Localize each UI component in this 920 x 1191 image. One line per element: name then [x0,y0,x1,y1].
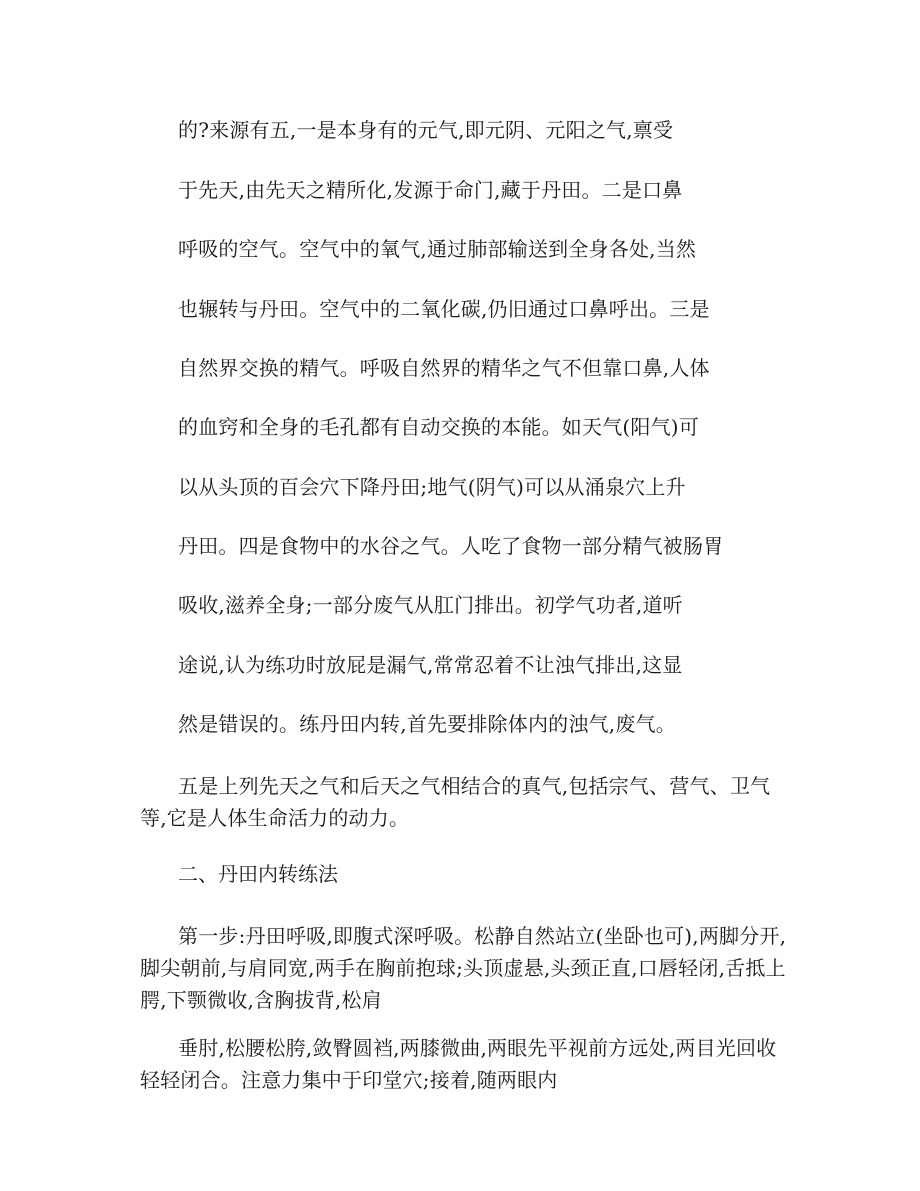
text-line-4: 也辗转与丹田。空气中的二氧化碳,仍旧通过口鼻呼出。三是 [178,297,710,321]
text-line-7: 以从头顶的百会穴下降丹田;地气(阴气)可以从涌泉穴上升 [178,475,686,499]
section-heading: 二、丹田内转练法 [178,862,338,886]
paragraph-step1-continued: 垂肘,松腰松胯,敛臀圆裆,两膝微曲,两眼先平视前方远处,两目光回收轻轻闭合。注意力集中于印堂穴;接着,随两眼内 [140,1036,777,1092]
text-line-3: 呼吸的空气。空气中的氧气,通过肺部输送到全身各处,当然 [178,237,697,261]
text-line-2: 于先天,由先天之精所化,发源于命门,藏于丹田。二是口鼻 [178,178,683,202]
text-line-9: 吸收,滋养全身;一部分废气从肛门排出。初学气功者,道听 [178,593,683,617]
paragraph-step1: 第一步:丹田呼吸,即腹式深呼吸。松静自然站立(坐卧也可),两脚分开,脚尖朝前,与肩同宽,两手在胸前抱球;头顶虚悬,头颈正直,口唇轻闭,舌抵上腭,下颚微收,含胸拔背,松肩 [140,924,787,1012]
text-line-1: 的?来源有五,一是本身有的元气,即元阴、元阳之气,禀受 [178,118,674,142]
text-line-8: 丹田。四是食物中的水谷之气。人吃了食物一部分精气被肠胃 [178,534,724,558]
text-line-10: 途说,认为练功时放屁是漏气,常常忍着不让浊气排出,这显 [178,653,683,677]
paragraph-true-qi: 五是上列先天之气和后天之气相结合的真气,包括宗气、营气、卫气等,它是人体生命活力的动力。 [140,774,771,830]
text-line-6: 的血窍和全身的毛孔都有自动交换的本能。如天气(阳气)可 [178,415,700,439]
text-line-5: 自然界交换的精气。呼吸自然界的精华之气不但靠口鼻,人体 [178,356,710,380]
text-line-11: 然是错误的。练丹田内转,首先要排除体内的浊气,废气。 [178,712,676,736]
